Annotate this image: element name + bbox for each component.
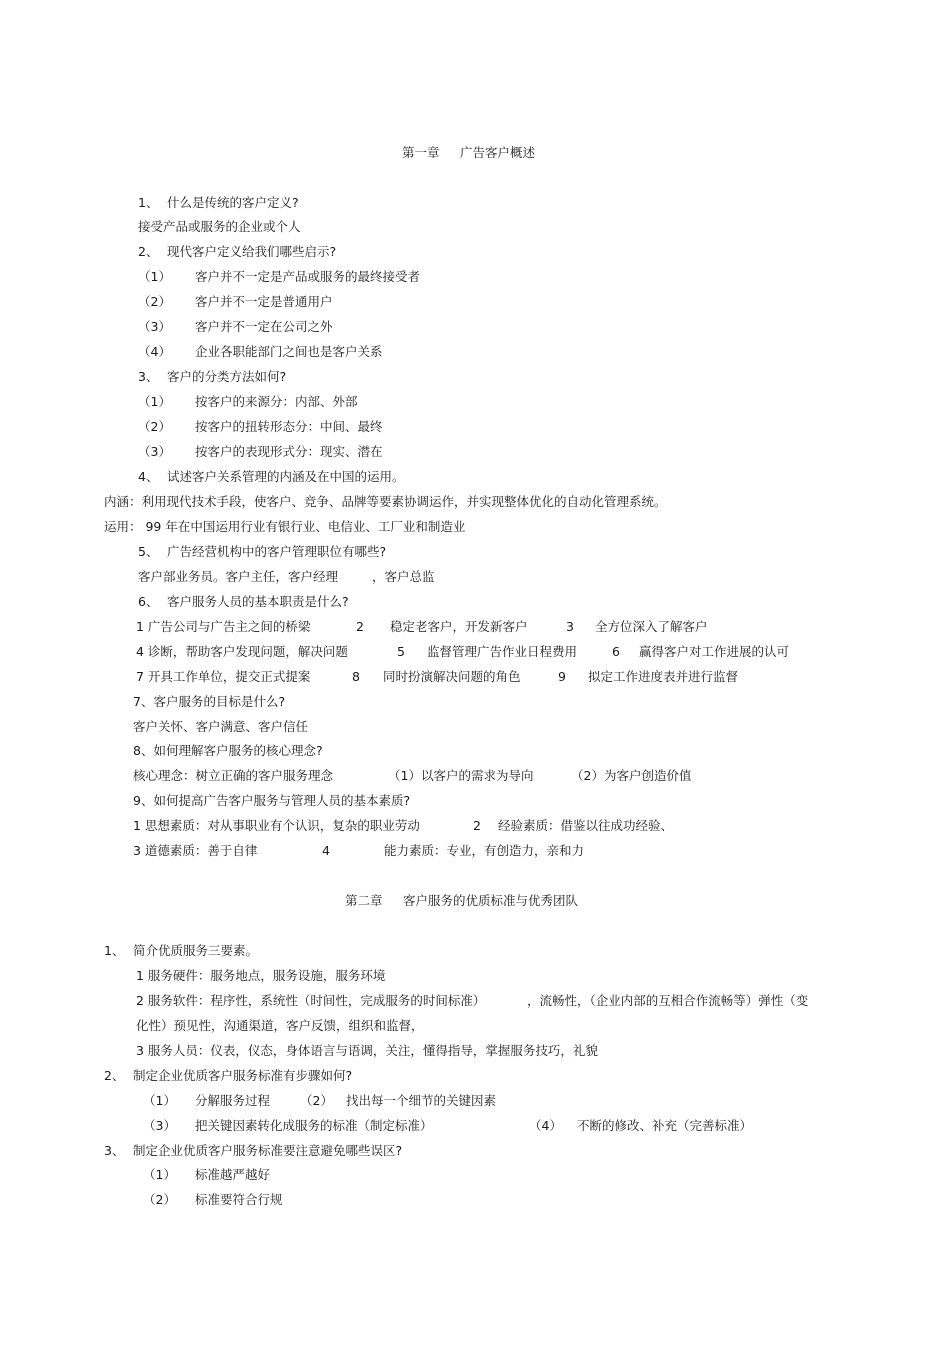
q2-item-number: （4） [138,344,171,359]
c2-q1-line: 化性）预见性，沟通渠道，客户反馈，组织和监督， [136,1018,424,1033]
c2-q2-item: 把关键因素转化成服务的标准（制定标准） [195,1118,433,1133]
q3-item-text: 按客户的来源分：内部、外部 [195,394,358,409]
c2-q1-line: 3 服务人员：仪表，仪态，身体语言与语调，关注，懂得指导，掌握服务技巧，礼貌 [136,1043,598,1058]
q9-quality-number: 2 [473,818,481,833]
q3-item-number: （1） [138,394,171,409]
q6-duty-number: 2 [356,619,364,634]
q9-quality: 经验素质：借鉴以往成功经验、 [498,818,674,833]
q1-answer: 接受产品或服务的企业或个人 [138,219,301,234]
q6-duty: 稳定老客户，开发新客户 [390,619,528,634]
q5-answer-part2: ，客户总监 [372,569,435,584]
q6-duty: 1 广告公司与广告主之间的桥梁 [136,619,311,634]
q6-duty: 监督管理广告作业日程费用 [427,644,578,659]
q8-answer-point: （1）以客户的需求为导向 [388,768,534,783]
c2-q3-item-number: （1） [143,1167,176,1182]
q6-duty: 拟定工作进度表并进行监督 [588,669,739,684]
q6-question: 客户服务人员的基本职责是什么? [167,594,349,609]
c2-q2-item: 不断的修改、补充（完善标准） [577,1118,753,1133]
q3-item-number: （2） [138,419,171,434]
q2-item-text: 客户并不一定是普通用户 [195,294,333,309]
q6-duty-number: 3 [566,619,574,634]
q6-duty: 赢得客户对工作进展的认可 [639,644,790,659]
q3-item-text: 按客户的扭转形态分：中间、最终 [195,419,383,434]
q9-quality: 1 思想素质：对从事职业有个认识，复杂的职业劳动 [133,818,420,833]
c2-q1-line: ，流畅性，（企业内部的互相合作流畅等）弹性（变 [527,993,809,1008]
c2-q1-number: 1、 [104,943,125,958]
q4-question: 试述客户关系管理的内涵及在中国的运用。 [167,469,405,484]
q6-number: 6、 [138,594,159,609]
q2-item-number: （3） [138,319,171,334]
c2-q2-item-number: （3） [143,1118,176,1133]
q6-duty: 同时扮演解决问题的角色 [383,669,521,684]
c2-q2-question: 制定企业优质客户服务标准有步骤如何? [133,1068,353,1083]
q1-number: 1、 [138,195,159,210]
q6-duty: 7 开具工作单位，提交正式提案 [136,669,311,684]
q2-item-text: 客户并不一定是产品或服务的最终接受者 [195,269,421,284]
q8-question: 8、如何理解客户服务的核心理念? [133,743,323,758]
c2-q2-number: 2、 [104,1068,125,1083]
c2-q2-item-number: （2） [300,1093,333,1108]
q2-item-number: （2） [138,294,171,309]
q4-number: 4、 [138,469,159,484]
c2-q2-item: 分解服务过程 [195,1093,271,1108]
c2-q2-item-number: （4） [529,1118,562,1133]
q9-quality: 3 道德素质：善于自律 [133,843,258,858]
q3-number: 3、 [138,369,159,384]
chapter2-title-number: 第二章 [345,893,383,908]
q3-item-text: 按客户的表现形式分：现实、潜在 [195,444,383,459]
q5-number: 5、 [138,544,159,559]
c2-q3-item: 标准要符合行规 [195,1192,283,1207]
chapter1-title-number: 第一章 [402,145,440,160]
q9-quality-number: 4 [322,843,330,858]
q5-answer-part1: 客户部业务员。客户主任，客户经理 [138,569,339,584]
c2-q3-item-number: （2） [143,1192,176,1207]
q3-item-number: （3） [138,444,171,459]
q1-question: 什么是传统的客户定义? [167,195,299,210]
q2-item-text: 企业各职能部门之间也是客户关系 [195,344,383,359]
q2-number: 2、 [138,244,159,259]
q5-question: 广告经营机构中的客户管理职位有哪些? [167,544,387,559]
c2-q1-question: 简介优质服务三要素。 [133,943,259,958]
q3-question: 客户的分类方法如何? [167,369,287,384]
q6-duty: 全方位深入了解客户 [595,619,708,634]
q7-answer: 客户关怀、客户满意、客户信任 [133,719,309,734]
q6-duty-number: 6 [612,644,620,659]
c2-q3-item: 标准越严越好 [195,1167,271,1182]
q4-usage: 运用： 99 年在中国运用行业有银行业、电信业、工厂业和制造业 [104,519,466,534]
c2-q2-item-number: （1） [143,1093,176,1108]
c2-q2-item: 找出每一个细节的关键因素 [346,1093,497,1108]
chapter2-title-text: 客户服务的优质标准与优秀团队 [403,893,579,908]
q9-quality: 能力素质：专业，有创造力，亲和力 [384,843,585,858]
c2-q3-question: 制定企业优质客户服务标准要注意避免哪些误区? [133,1143,403,1158]
c2-q1-line: 1 服务硬件：服务地点，服务设施，服务环境 [136,968,386,983]
q4-meaning: 内涵：利用现代技术手段，使客户、竞争、品牌等要素协调运作，并实现整体优化的自动化管理系统。 [104,494,667,509]
c2-q1-line: 2 服务软件：程序性，系统性（时间性，完成服务的时间标准） [136,993,486,1008]
q6-duty-number: 8 [352,669,360,684]
q2-question: 现代客户定义给我们哪些启示? [167,244,337,259]
chapter1-title-text: 广告客户概述 [460,145,536,160]
q8-answer-point: （2）为客户创造价值 [571,768,692,783]
q8-answer-core: 核心理念：树立正确的客户服务理念 [133,768,334,783]
q2-item-number: （1） [138,269,171,284]
q7-question: 7、客户服务的目标是什么? [133,694,286,709]
q9-question: 9、如何提高广告客户服务与管理人员的基本素质? [133,793,411,808]
q2-item-text: 客户并不一定在公司之外 [195,319,333,334]
q6-duty: 4 诊断，帮助客户发现问题，解决问题 [136,644,348,659]
c2-q3-number: 3、 [104,1143,125,1158]
q6-duty-number: 5 [397,644,405,659]
q6-duty-number: 9 [558,669,566,684]
